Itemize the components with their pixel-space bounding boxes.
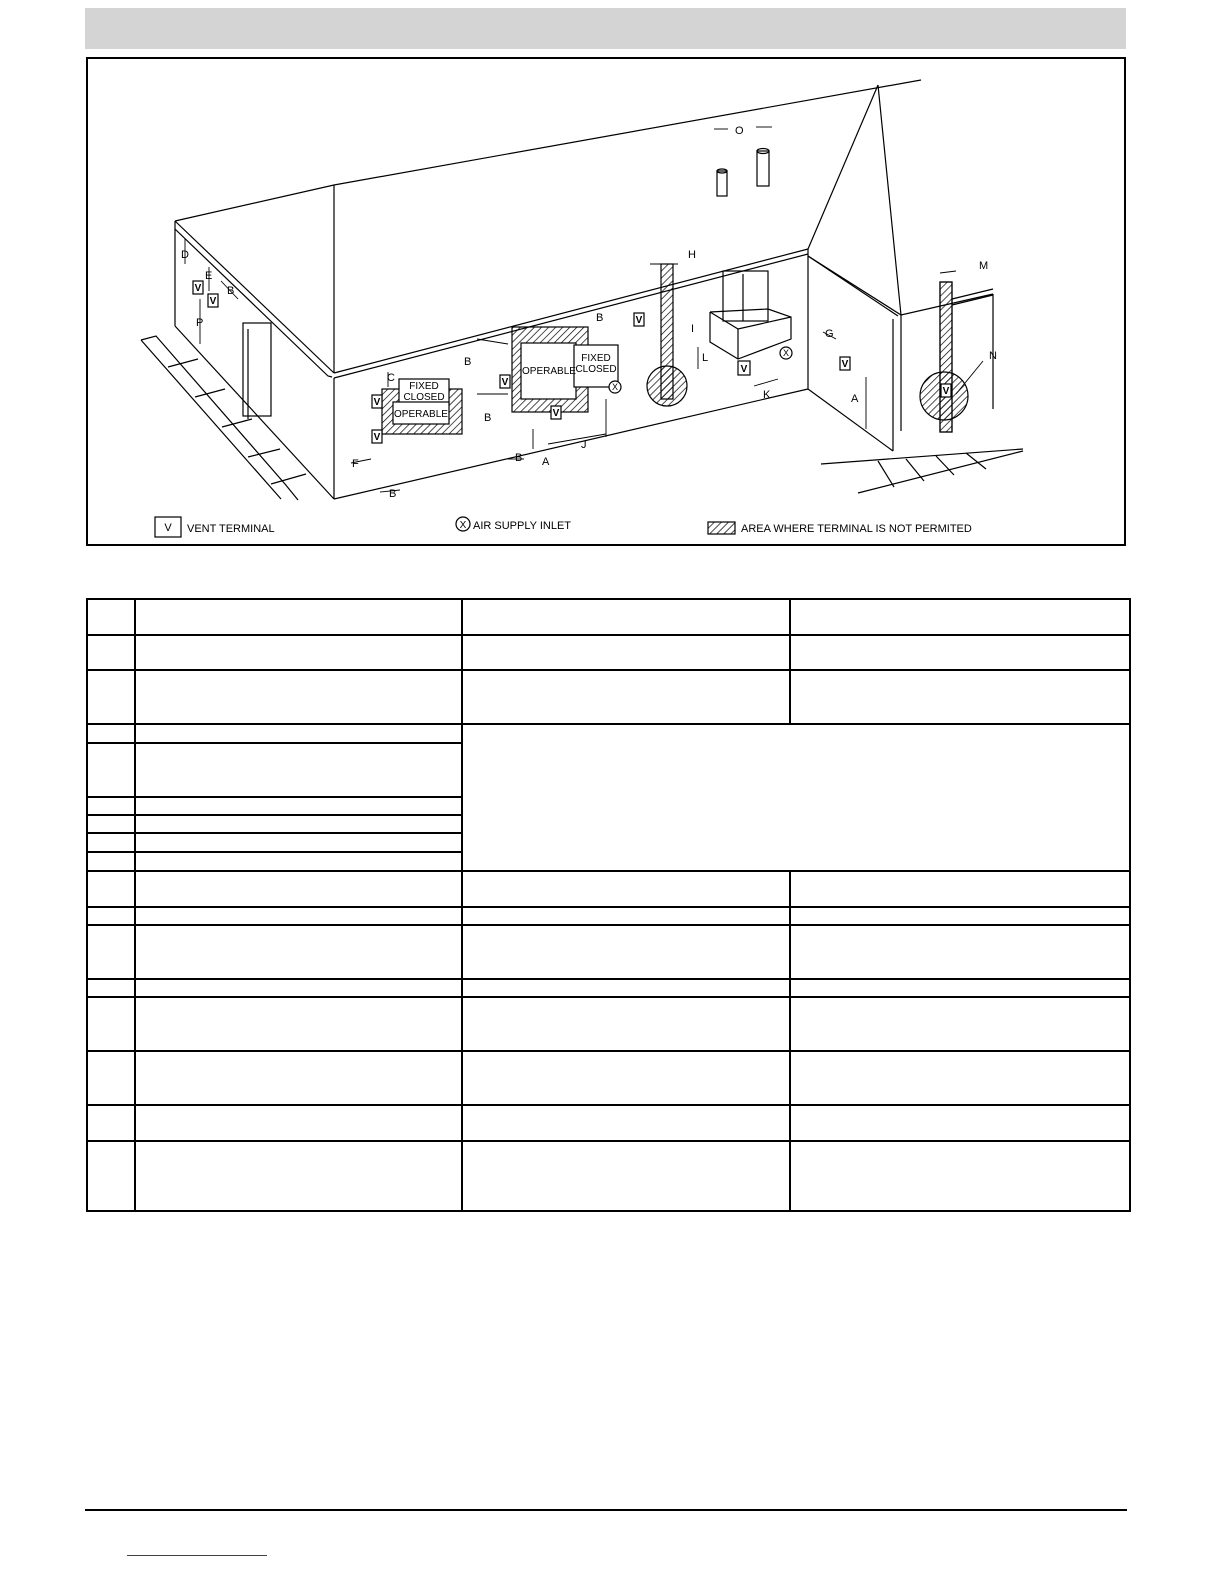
legend-not-permitted-area: AREA WHERE TERMINAL IS NOT PERMITED	[741, 523, 972, 535]
table-cell	[135, 997, 462, 1051]
table-cell	[462, 635, 790, 670]
dim-label-B: B	[484, 412, 492, 424]
svg-text:V: V	[501, 377, 509, 388]
dim-label-B: B	[515, 452, 523, 464]
svg-text:V: V	[942, 386, 950, 397]
dim-label-A: A	[851, 393, 859, 405]
table-row	[87, 979, 1130, 997]
table-cell	[87, 871, 135, 907]
table-cell	[135, 1141, 462, 1211]
svg-text:V: V	[740, 364, 748, 375]
table-cell	[135, 670, 462, 724]
table-row	[87, 670, 1130, 724]
table-cell	[462, 1051, 790, 1105]
table-cell	[462, 997, 790, 1051]
footer-link-underline[interactable]	[127, 1555, 267, 1556]
svg-text:V: V	[635, 315, 643, 326]
svg-text:V: V	[164, 522, 172, 534]
dim-label-C: C	[387, 372, 395, 384]
table-cell	[462, 599, 790, 635]
dim-label-H: H	[688, 249, 696, 261]
window-label-closed: CLOSED	[575, 364, 617, 375]
legend-air-supply-inlet: AIR SUPPLY INLET	[473, 520, 572, 532]
table-cell	[790, 979, 1130, 997]
dim-label-I: I	[691, 323, 695, 335]
table-cell	[135, 635, 462, 670]
svg-text:V: V	[373, 432, 381, 443]
table-cell	[135, 1105, 462, 1141]
dim-label-L: L	[702, 352, 709, 364]
svg-text:V: V	[373, 397, 381, 408]
table-cell	[462, 1105, 790, 1141]
dim-label-P: P	[196, 317, 204, 329]
table-cell	[87, 833, 135, 852]
dim-label-B: B	[389, 488, 397, 500]
table-row	[87, 1051, 1130, 1105]
table-cell	[87, 997, 135, 1051]
window-label-fixed: FIXED	[581, 353, 611, 364]
table-cell	[135, 907, 462, 925]
table-cell	[790, 1141, 1130, 1211]
table-row	[87, 907, 1130, 925]
table-cell	[462, 1141, 790, 1211]
dim-label-B: B	[464, 356, 472, 368]
table-cell	[87, 852, 135, 871]
table-cell	[135, 979, 462, 997]
footer-rule	[85, 1509, 1127, 1511]
figure-legend	[155, 517, 972, 537]
table-cell	[87, 1105, 135, 1141]
dim-label-F: F	[352, 458, 359, 470]
table-row	[87, 724, 1130, 743]
window-label-operable: OPERABLE	[394, 409, 448, 420]
table-cell	[462, 979, 790, 997]
table-cell	[790, 871, 1130, 907]
house-diagram	[88, 59, 1124, 544]
svg-text:V: V	[841, 359, 849, 370]
dim-label-N: N	[989, 350, 997, 362]
window-label-operable: OPERABLE	[522, 366, 576, 377]
table-merged-cell	[462, 724, 1130, 871]
svg-text:V: V	[194, 283, 202, 294]
table-cell	[87, 724, 135, 743]
table-cell	[87, 979, 135, 997]
dim-label-B: B	[596, 312, 604, 324]
table-cell	[790, 925, 1130, 979]
svg-text:V: V	[552, 408, 560, 419]
table-cell	[462, 907, 790, 925]
table-cell	[87, 797, 135, 815]
table-row	[87, 599, 1130, 635]
table-cell	[87, 1141, 135, 1211]
table-cell	[87, 670, 135, 724]
dim-label-G: G	[825, 328, 834, 340]
table-cell	[790, 997, 1130, 1051]
dim-label-D: D	[181, 249, 189, 261]
table-cell	[135, 743, 462, 797]
clearance-table	[86, 598, 1131, 1212]
table-row	[87, 1105, 1130, 1141]
table-row	[87, 1141, 1130, 1211]
table-cell	[135, 925, 462, 979]
table-cell	[135, 871, 462, 907]
table-row	[87, 871, 1130, 907]
table-cell	[87, 743, 135, 797]
table-row	[87, 635, 1130, 670]
table-row	[87, 997, 1130, 1051]
table-cell	[135, 1051, 462, 1105]
vent-clearance-figure	[86, 57, 1126, 546]
table-cell	[87, 907, 135, 925]
table-cell	[790, 635, 1130, 670]
table-cell	[790, 1051, 1130, 1105]
dim-label-E: E	[205, 270, 213, 282]
table-cell	[462, 670, 790, 724]
table-cell	[87, 599, 135, 635]
table-cell	[135, 852, 462, 871]
section-header-bar	[85, 8, 1126, 49]
svg-text:X: X	[782, 348, 790, 358]
table-cell	[790, 599, 1130, 635]
table-cell	[135, 599, 462, 635]
hatch-swatch-icon	[708, 522, 735, 534]
dim-label-B: B	[227, 285, 235, 297]
svg-text:X: X	[459, 520, 467, 531]
dim-label-O: O	[735, 125, 744, 137]
table-row	[87, 925, 1130, 979]
table-cell	[87, 635, 135, 670]
table-cell	[135, 724, 462, 743]
svg-text:X: X	[611, 382, 619, 392]
legend-vent-terminal: VENT TERMINAL	[187, 523, 275, 535]
table-cell	[790, 1105, 1130, 1141]
table-cell	[87, 1051, 135, 1105]
window-label-fixed: FIXED	[409, 381, 439, 392]
window-label-closed: CLOSED	[403, 392, 445, 403]
dim-label-M: M	[979, 260, 989, 272]
table-cell	[135, 833, 462, 852]
dim-label-A: A	[542, 456, 550, 468]
table-cell	[462, 925, 790, 979]
table-cell	[135, 797, 462, 815]
svg-text:V: V	[209, 296, 217, 307]
table-cell	[87, 815, 135, 833]
table-cell	[790, 670, 1130, 724]
dim-label-K: K	[763, 389, 771, 401]
table-cell	[790, 907, 1130, 925]
dim-label-J: J	[581, 439, 587, 451]
table-cell	[135, 815, 462, 833]
table-cell	[87, 925, 135, 979]
table-cell	[462, 871, 790, 907]
